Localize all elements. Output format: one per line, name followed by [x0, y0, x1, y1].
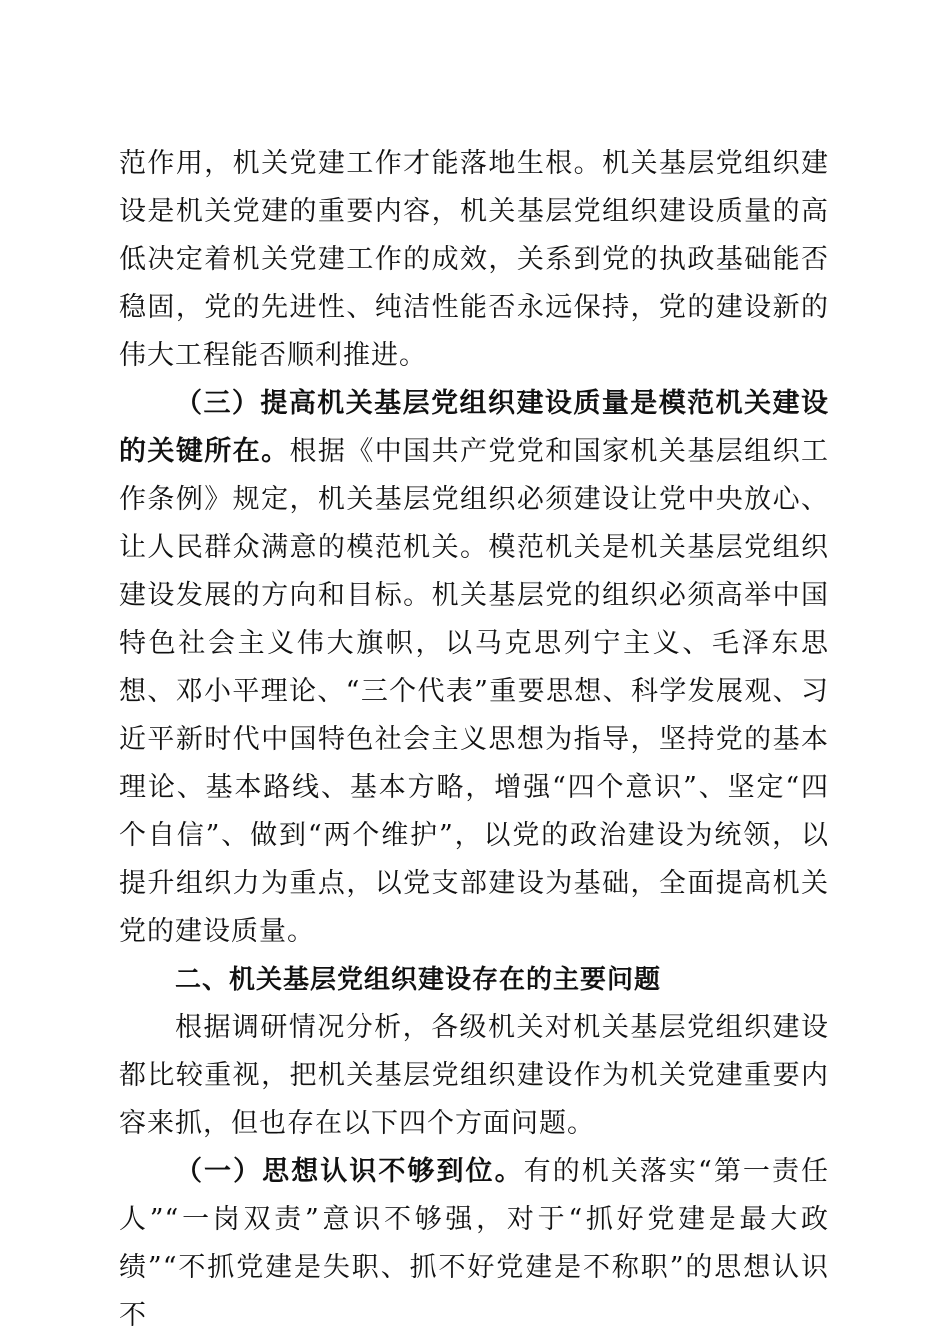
paragraph-continuation — [119, 140, 829, 380]
paragraph-text: 范作用，机关党建工作才能落地生根。机关基层党组织建设是机关党建的重要内容，机关基层党组织建设质量的高低决定着机关党建工作的成效，关系到党的执政基础能否稳固，党的先进性、纯洁性能否永远保持，党的建设新的伟大工程能否顺利推进。 — [119, 148, 829, 371]
paragraph-text: 根据调研情况分析，各级机关对机关基层党组织建设都比较重视，把机关基层党组织建设作为机关党建重要内容来抓，但也存在以下四个方面问题。 — [119, 1012, 829, 1139]
document-body — [119, 140, 829, 1340]
section-heading-two: 二、机关基层党组织建设存在的主要问题 — [175, 965, 662, 995]
paragraph-lead-heading: （一）思想认识不够到位。 — [175, 1156, 524, 1187]
paragraph-lead-heading: （三）提高机关基层党组织建设质量是模范机关建设的关键所在。 — [119, 388, 829, 467]
paragraph-section-three — [119, 380, 829, 956]
paragraph-text: 有的机关落实“第一责任人”“一岗双责”意识不够强，对于“抓好党建是最大政绩”“不抓党建是失职、抓不好党建是不称职”的思想认识不 — [119, 1156, 829, 1331]
paragraph-intro-problems — [119, 1004, 829, 1148]
paragraph-problem-one — [119, 1148, 829, 1340]
paragraph-text: 根据《中国共产党党和国家机关基层组织工作条例》规定，机关基层党组织必须建设让党中央放心、让人民群众满意的模范机关。模范机关是机关基层党组织建设发展的方向和目标。机关基层党的组织必须高举中国特色社会主义伟大旗帜，以马克思列宁主义、毛泽东思想、邓小平理论、“三个代表”重要思想、科学发展观、习近平新时代中国特色社会主义思想为指导，坚持党的基本理论、基本路线、基本方略，增强“四个意识”、坚定“四个自信”、做到“两个维护”，以党的政治建设为统领，以提升组织力为重点，以党支部建设为基础，全面提高机关党的建设质量。 — [119, 436, 829, 947]
